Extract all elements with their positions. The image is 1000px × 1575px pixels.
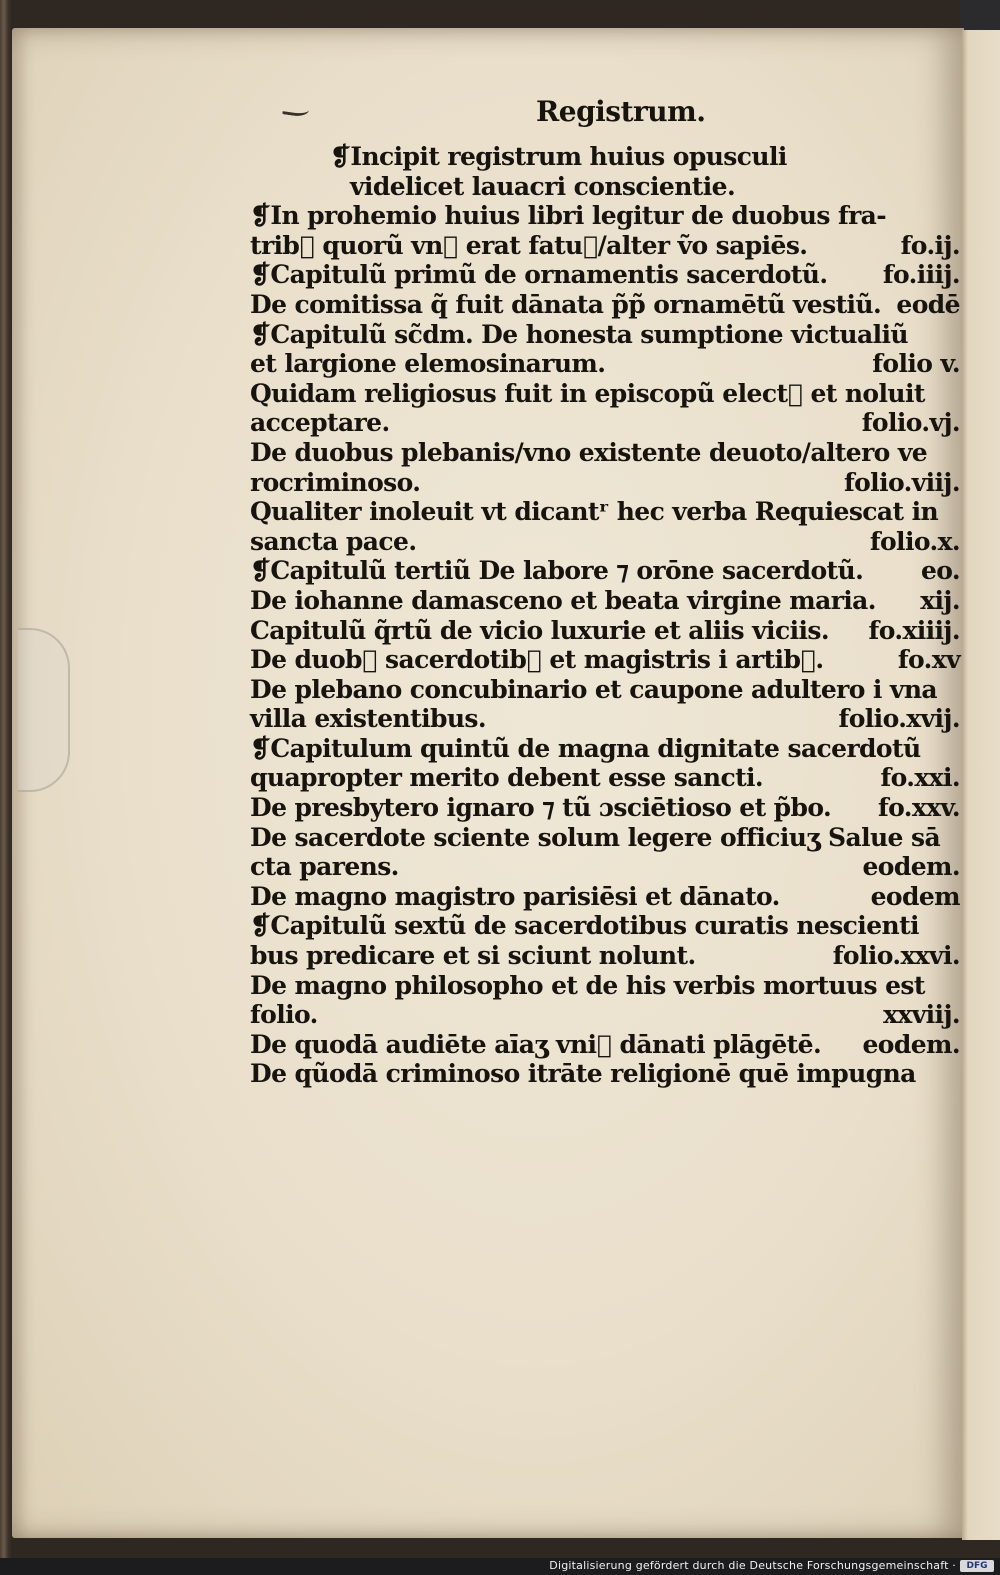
page-header: Registrum. (536, 95, 706, 128)
register-line: et largione elemosinarum. folio v. (250, 349, 960, 379)
register-line: De duob᷒ sacerdotib᷒ et magistris i artib᷒. fo.xv (250, 645, 960, 675)
register-line: quapropter merito debent esse sancti. fo.xxi. (250, 763, 960, 793)
register-line: videlicet lauacri conscientie. (350, 171, 736, 201)
register-line: De duobus plebanis/vno existente deuoto/altero ve (250, 437, 928, 467)
register-line: Qualiter inoleuit vt dicantʳ hec verba Requiescat in (250, 497, 939, 527)
register-line: acceptare. folio.vj. (250, 408, 960, 438)
register-line: De iohanne damasceno et beata virgine maria. xij. (250, 585, 960, 615)
register-line: ❡Capitulũ tertiũ De labore ⁊ orōne sacerdotũ. eo. (250, 556, 960, 586)
register-line: De quodā audiēte aīaʒ vni᷒ dānati plāgētē. eodem. (250, 1029, 960, 1059)
book-edge (960, 0, 1000, 30)
footer-bar (0, 1558, 1000, 1575)
register-line: De magno magistro parisiēsi et dānato. eodem (250, 881, 960, 911)
footer-credit: Digitalisierung gefördert durch die Deutsche Forschungsgemeinschaft · (549, 1559, 956, 1572)
register-line: folio. xxviij. (250, 1000, 960, 1030)
register-line: cta parens. eodem. (250, 852, 960, 882)
register-line: ❡Incipit registrum huius opusculi (330, 142, 787, 171)
register-line: ❡Capitulum quintũ de magna dignitate sacerdotũ (250, 733, 921, 763)
register-line: Quidam religiosus fuit in episcopũ elect᷒ et noluit (250, 378, 925, 408)
register-line: De comitissa q̃ fuit dānata p̃p̃ ornamētũ vestiũ. eodē (250, 289, 960, 319)
register-line: Capitulũ q̃rtũ de vicio luxurie et aliis viciis. fo.xiiij. (250, 615, 960, 645)
register-line: De qũodā criminoso itrāte religionē quē impugna (250, 1059, 916, 1089)
register-line: De magno philosopho et de his verbis mortuus est (250, 970, 925, 1000)
register-line: ❡In prohemio huius libri legitur de duobus fra‑ (250, 201, 887, 231)
register-line: trib᷒ quorũ vn᷒ erat fatu᷒/alter ṽo sapiēs. fo.ij. (250, 230, 960, 260)
register-line: De presbytero ignaro ⁊ tũ ɔsciētioso et p̃bo. fo.xxv. (250, 793, 960, 823)
register-line: De plebano concubinario et caupone adultero i vna (250, 674, 938, 704)
register-line: sancta pace. folio.x. (250, 526, 960, 556)
register-line: rocriminoso. folio.viij. (250, 467, 960, 497)
register-line: villa existentibus. folio.xvij. (250, 704, 960, 734)
register-line: bus predicare et si sciunt nolunt. folio.xxvi. (250, 941, 960, 971)
register-line: ❡Capitulũ sc̃dm. De honesta sumptione victualiũ (250, 319, 908, 349)
register-line: De sacerdote sciente solum legere officiuʒ Salue sā (250, 822, 941, 852)
register-text (250, 92, 960, 1089)
dfg-logo: DFG (960, 1560, 994, 1572)
adjacent-glyph (980, 170, 1000, 192)
page-clip (18, 628, 70, 792)
register-line: ❡Capitulũ primũ de ornamentis sacerdotũ. fo.iiij. (250, 260, 960, 290)
adjacent-page-edge (962, 30, 1000, 1540)
register-line: ❡Capitulũ sextũ de sacerdotibus curatis nescienti (250, 911, 919, 941)
